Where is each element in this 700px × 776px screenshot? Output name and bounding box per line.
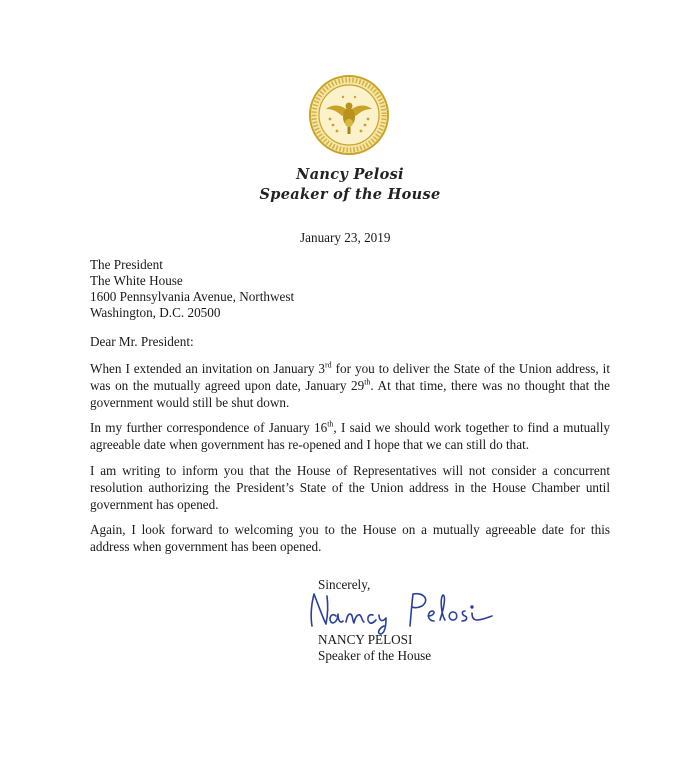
- salutation: Dear Mr. President:: [90, 334, 194, 349]
- paragraph-text: for you to deliver the State of the Union address, it was on the mutually agreed upon date, January 29: [90, 361, 610, 393]
- handwritten-signature-icon: [300, 586, 520, 636]
- recipient-line: The White House: [90, 273, 183, 288]
- letterhead-name: Nancy Pelosi: [296, 166, 404, 183]
- paragraph-text: , I said we should work together to find a mutually agreeable date when government has re-opened and I hope that we can still do that.: [90, 420, 610, 452]
- ordinal-suffix: th: [364, 377, 371, 387]
- paragraph-text: . At that time, there was no thought that the government would still be shut down.: [90, 378, 610, 410]
- signatory-title: Speaker of the House: [318, 648, 432, 663]
- ordinal-suffix: th: [327, 419, 334, 429]
- closing: Sincerely,: [318, 577, 371, 592]
- recipient-line: The President: [90, 257, 163, 272]
- recipient-line: 1600 Pennsylvania Avenue, Northwest: [90, 289, 295, 304]
- paragraph-text: When I extended an invitation on January 3: [90, 361, 325, 376]
- recipient-line: Washington, D.C. 20500: [90, 305, 221, 320]
- ordinal-suffix: rd: [325, 360, 332, 370]
- signatory-name: NANCY PELOSI: [318, 632, 413, 647]
- body-paragraph: Again, I look forward to welcoming you to the House on a mutually agreeable date for this address when government has been opened.: [90, 522, 610, 554]
- house-seal-icon: [309, 75, 389, 155]
- body-paragraph: I am writing to inform you that the House of Representatives will not consider a concurrent resolution authorizing the President’s State of the Union address in the House Chamber until government has opened.: [90, 463, 610, 512]
- letter-date: January 23, 2019: [300, 230, 391, 245]
- body-paragraph: [90, 419, 610, 453]
- letterhead-title: Speaker of the House: [259, 186, 441, 203]
- paragraph-text: In my further correspondence of January 16: [90, 420, 328, 435]
- body-paragraph: [90, 360, 610, 411]
